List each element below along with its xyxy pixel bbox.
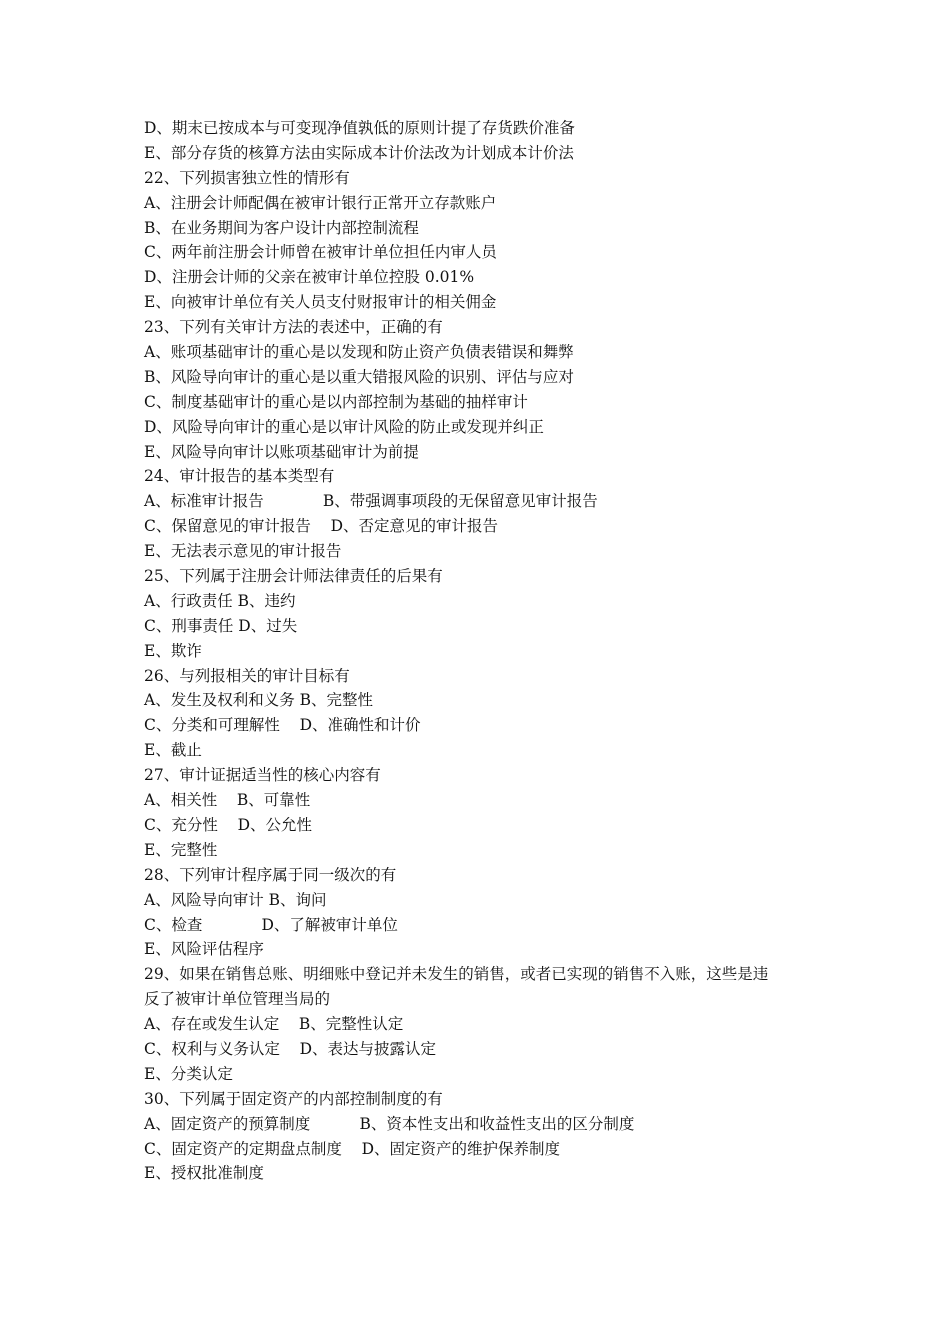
option-line: E、截止: [144, 741, 202, 760]
question-heading: 27、审计证据适当性的核心内容有: [144, 766, 381, 785]
question-heading: 24、审计报告的基本类型有: [144, 467, 335, 486]
question-heading: 30、下列属于固定资产的内部控制制度的有: [144, 1089, 443, 1108]
option-line: E、完整性: [144, 840, 218, 859]
text-line: E、部分存货的核算方法由实际成本计价法改为计划成本计价法: [144, 143, 574, 162]
option-line: E、欺诈: [144, 641, 202, 660]
option-line: C、权利与义务认定 D、表达与披露认定: [144, 1039, 436, 1058]
option-line: C、刑事责任 D、过失: [144, 616, 298, 635]
option-line: A、发生及权利和义务 B、完整性: [144, 691, 374, 710]
option-line: A、固定资产的预算制度 B、资本性支出和收益性支出的区分制度: [144, 1114, 635, 1133]
question-heading: 22、下列损害独立性的情形有: [144, 168, 350, 187]
option-line: C、保留意见的审计报告 D、否定意见的审计报告: [144, 517, 498, 536]
option-line: D、注册会计师的父亲在被审计单位控股 0.01%: [144, 268, 475, 287]
option-line: A、相关性 B、可靠性: [144, 791, 311, 810]
question-heading: 23、下列有关审计方法的表述中，正确的有: [144, 318, 443, 337]
option-line: D、风险导向审计的重心是以审计风险的防止或发现并纠正: [144, 417, 544, 436]
option-line: C、分类和可理解性 D、准确性和计价: [144, 716, 421, 735]
option-line: A、标准审计报告 B、带强调事项段的无保留意见审计报告: [144, 492, 598, 511]
question-heading: 25、下列属于注册会计师法律责任的后果有: [144, 567, 443, 586]
option-line: C、两年前注册会计师曾在被审计单位担任内审人员: [144, 243, 497, 262]
option-line: B、风险导向审计的重心是以重大错报风险的识别、评估与应对: [144, 367, 574, 386]
option-line: C、制度基础审计的重心是以内部控制为基础的抽样审计: [144, 392, 528, 411]
option-line: C、固定资产的定期盘点制度 D、固定资产的维护保养制度: [144, 1139, 560, 1158]
option-line: E、无法表示意见的审计报告: [144, 542, 342, 561]
option-line: B、在业务期间为客户设计内部控制流程: [144, 218, 419, 237]
option-line: A、存在或发生认定 B、完整性认定: [144, 1015, 404, 1034]
document-page: [144, 116, 824, 1186]
option-line: E、风险评估程序: [144, 940, 264, 959]
option-line: A、账项基础审计的重心是以发现和防止资产负债表错误和舞弊: [144, 343, 574, 362]
question-heading: 28、下列审计程序属于同一级次的有: [144, 865, 397, 884]
option-line: E、分类认定: [144, 1064, 233, 1083]
option-line: E、风险导向审计以账项基础审计为前提: [144, 442, 419, 461]
option-line: E、向被审计单位有关人员支付财报审计的相关佣金: [144, 293, 497, 312]
question-heading: 26、与列报相关的审计目标有: [144, 666, 350, 685]
option-line: E、授权批准制度: [144, 1164, 264, 1183]
question-heading-continued: 反了被审计单位管理当局的: [144, 990, 331, 1009]
option-line: A、注册会计师配偶在被审计银行正常开立存款账户: [144, 193, 497, 212]
question-heading: 29、如果在销售总账、明细账中登记并未发生的销售，或者已实现的销售不入账，这些是违: [144, 965, 769, 984]
option-line: A、行政责任 B、违约: [144, 591, 296, 610]
text-line: D、期末已按成本与可变现净值孰低的原则计提了存货跌价准备: [144, 119, 575, 137]
option-line: C、充分性 D、公允性: [144, 815, 312, 834]
option-line: C、检查 D、了解被审计单位: [144, 915, 398, 934]
option-line: A、风险导向审计 B、询问: [144, 890, 327, 909]
